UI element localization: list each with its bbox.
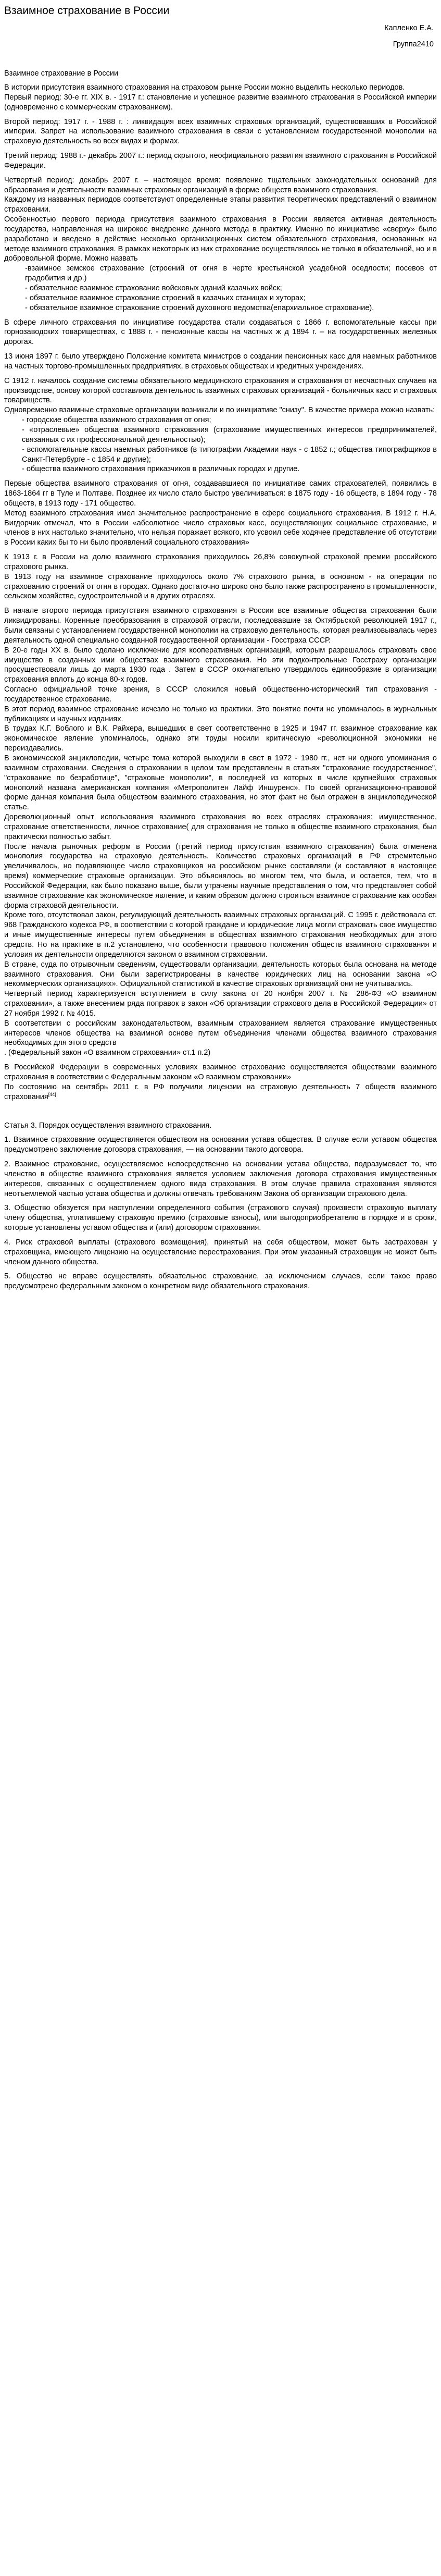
paragraph: Каждому из названных периодов соответствуют определенные этапы развития теоретических представлений о взаимном страховании. [4,195,437,214]
paragraph: Кроме того, отсутствовал закон, регулирующий деятельность взаимных страховых организаций. С 1995 г. действовала ст. 968 Гражданского кодекса РФ, в соответствии с которой граждане и юридические лица могли страховать свое имущество и иные имущественные интересы путем объединения в обществах взаимного страхования необходимых для этого средств. Но на практике в п.2 установлено, что особенности правового положения обществ взаимного страхования и условия их деятельности определяются законом о взаимном страховании. [4,911,437,959]
paragraph: В трудах К.Г. Воблого и В.К. Райхера, вышедших в свет соответственно в 1925 и 1947 гг. взаимное страхование как экономическое явление упоминалось, однако эти труды носили критическую «революционной экономики не переиздавались. [4,724,437,753]
paragraph: Метод взаимного страхования имел значительное распространение в сфере социального страхования. В 1912 г. Н.А. Вигдорчик отмечал, что в России «абсолютное число страховых касс, осуществляющих социальное страхование, и членов в них настолько значительно, что нельзя поражает всякого, кто усвоил себе ходячее представление об отсутствии в России каких бы то ни было проявлений социального страхования» [4,509,437,547]
paragraph: Второй период: 1917 г. - 1988 г. : ликвидация всех взаимных страховых организаций, существовавших в Российской империи. Запрет на использование взаимного страхования в связи с установлением государственной монополии на страховую деятельность во всех видах и формах. [4,117,437,146]
footnote-marker[interactable]: [44] [48,1091,56,1097]
article-paragraph: 5. Общество не вправе осуществлять обязательное страхование, за исключением случаев, если такое право предусмотрено федеральным законом о конкретном виде обязательного страхования. [4,1272,437,1291]
paragraph-text: По состоянию на сентябрь 2011 г. в РФ получили лицензии на страховую деятельность 7 обществ взаимного страхования [4,1082,437,1101]
paragraph: Первый период: 30-е гг. XIX в. - 1917 г.: становление и успешное развитие взаимного страхования в Российской империи (одновременно с коммерческим страхованием). [4,93,437,112]
paragraph: . (Федеральный закон «О взаимном страховании» ст.1 п.2) [4,1049,211,1057]
group-name: Группа2410 [393,40,434,48]
paragraph: С 1912 г. началось создание системы обязательного медицинского страхования и страхования от несчастных случаев на производстве, основу которой составляла деятельность взаимных страховых организаций - больничных касс и страховых товариществ. [4,376,437,405]
paragraph: Особенностью первого периода присутствия взаимного страхования в России является активная деятельность государства, направленная на широкое внедрение данного метода в практику. Именно по инициативе «сверху» было разработано и введено в действие несколько организационных систем обязательного страхования, основанных на методе взаимного страхования. В рамках некоторых из них страхование осуществлялось не только в обязательной, но и в добровольной форме. Можно назвать [4,215,437,263]
paragraph: Одновременно взаимные страховые организации возникали и по инициативе "снизу". В качестве примера можно назвать: [4,406,435,415]
paragraph [4,1082,437,1102]
paragraph: В экономической энциклопедии, четыре тома которой выходили в свет в 1972 - 1980 гг., нет ни одного упоминания о взаимном страховании. Сведения о страховании в целом там представлены в статьях "страхование государственное", "страхование по безработице", "страховые монополии", в последней из которых в числе крупнейших страховых монополий названа американская компания «Метрополитен Лайф Иншуренс». По своей организационно-правовой форме данная компания была обществом взаимного страхования, но этот факт не был отражен в энциклопедической статье. [4,754,437,812]
author-name: Капленко Е.А. [384,24,434,33]
article-paragraph: 1. Взаимное страхование осуществляется обществом на основании устава общества. В случае если уставом общества предусмотрено заключение договора страхования, — на основании такого договора. [4,1136,437,1154]
paragraph: Первые общества взаимного страхования от огня, создававшиеся по инициативе самих страхователей, появились в 1863-1864 гг в Туле и Полтаве. Позднее их число стало быстро увеличиваться: в 1875 году - 16 обществ, в 1894 году - 78 обществ, в 1913 году - 171 общество. [4,479,437,508]
paragraph: В начале второго периода присутствия взаимного страхования в России все взаимные общества страхования были ликвидированы. Коренные преобразования в страховой отрасли, последовавшие за Октябрьской революцией 1917 г., были связаны с установлением государственной монополии на страховую деятельность, которая реализовывалась через деятельность одной специально созданной государственной организации - Госстраха СССР. [4,607,437,645]
paragraph: 13 июня 1897 г. было утверждено Положение комитета министров о создании пенсионных касс для наемных работников на частных торгово-промышленных предприятиях, в страховых обществах и кредитных учреждениях. [4,352,437,371]
article-heading: Статья 3. Порядок осуществления взаимного страхования. [4,1121,212,1130]
paragraph: Дореволюционный опыт использования взаимного страхования во всех отраслях страхования: имущественное, страхование ответственности, личное страхование( для страхования не только в обществе взаимного страхования, был практически полностью забыт. [4,813,437,841]
document-meta [4,22,434,50]
list-item: - обязательное взаимное страхование строений духовного ведомства(епархиальное страхование). [25,303,374,312]
paragraph: В сфере личного страхования по инициативе государства стали создаваться с 1866 г. вспомогательные кассы при горнозаводских товариществах, с 1888 г. - пенсионные кассы на частных ж д 1894 г. – на государственных железных дорогах. [4,318,437,347]
list-item: - вспомогательные кассы наемных работников (в типографии Академии наук - с 1852 г.; общества типографщиков в Санкт-Петербурге - с 1854 и другие); [22,445,437,464]
paragraph: В Российской Федерации в современных условиях взаимное страхование осуществляется обществами взаимного страхования в соответствии с Федеральным законом «О взаимном страховании» [4,1063,437,1081]
paragraph: В 1913 году на взаимное страхование приходилось около 7% страхового рынка, в основном - на операции по страхованию строений от огня в городах. Однако достаточно широко оно было также распространено в промышленности, сельском хозяйстве, судостроительной и в других отраслях. [4,572,437,601]
paragraph: Четвертый период характеризуется вступлением в силу закона от 20 ноября 2007 г. № 286-ФЗ «О взаимном страховании», а также внесением ряда поправок в закон «Об организации страхового дела в Российской Федерации» от 27 ноября 1992 г. № 4015. [4,990,437,1018]
list-item: - общества взаимного страхования приказчиков в различных городах и другие. [22,465,300,474]
paragraph: Четвертый период: декабрь 2007 г. – настоящее время: появление тщательных законодательных оснований для образования и деятельности взаимных страховых организаций в форме обществ взаимного страхования. [4,176,437,194]
list-item: - обязательное взаимное страхование войсковых зданий казачьих войск; [25,284,282,292]
article-paragraph: 2. Взаимное страхование, осуществляемое непосредственно на основании устава общества, подразумевает то, что членство в обществе взаимного страхования является условием заключения договора страхования имущественных интересов, связанных с осуществлением одного вида страхования. В этом случае правила страхования являются неотъемлемой частью устава общества и должны отвечать требованиям Закона об организации страхового дела. [4,1160,437,1198]
list-item: - городские общества взаимного страхования от огня; [22,416,211,425]
paragraph: После начала рыночных реформ в России (третий период присутствия взаимного страхования) была отменена монополия государства на страховую деятельность. Количество страховых организаций в РФ стремительно увеличивалось, но подавляющее число страховщиков на российском рынке составляли (и составляют в настоящее время) коммерческие страховые организации. Это объяснялось во многом тем, что была, и остается, тем, что в Российской Федерации, как было показано выше, были утрачены научные представления о том, что представляет собой взаимное страхование как экономическое явление, и каким образом должно строиться взаимное страхование как особая форма страховой деятельности. [4,842,437,910]
list-item: - обязательное взаимное страхование строений в казачьих станицах и хуторах; [25,293,306,302]
article-paragraph: 3. Общество обязуется при наступлении определенного события (страхового случая) произвести страховую выплату члену общества, уплатившему страховую премию (страховые взносы), или выгодоприобретателю в порядке и в сроки, которые установлены уставом общества и (или) договором страхования. [4,1204,437,1232]
article-paragraph: 4. Риск страховой выплаты (страхового возмещения), принятый на себя обществом, может быть застрахован у страховщика, имеющего лицензию на осуществление перестрахования. При этом указанный страховщик не может быть членом данного общества. [4,1238,437,1266]
paragraph: Согласно официальной точке зрения, в СССР сложился новый общественно-исторический тип страхования - государственное страхование. [4,685,437,704]
paragraph: Третий период: 1988 г.- декабрь 2007 г.: период скрытого, неофициального развития взаимного страхования в Российской Федерации. [4,152,437,170]
section-heading: Взаимное страхование в России [4,69,119,78]
paragraph: В стране, суда по отрывочным сведениям, существовали организации, деятельность которых была основана на методе взаимного страхования. Они были зарегистрированы в качестве юридических лиц на основании закона «О некоммерческих организациях». Официальной статистикой в качестве страховых организаций они не учитывались. [4,960,437,989]
paragraph: В соответствии с российским законодательством, взаимным страхованием является страхование имущественных интересов членов общества на взаимной основе путем объединения членами общества взаимного страхования необходимых для этого средств [4,1019,437,1047]
list-item: -взаимное земское страхование (строений от огня в черте крестьянской усадебной оседлости; посевов от градобития и др.) [25,264,437,283]
document-title: Взаимное страхование в России [4,5,170,17]
list-item: - «отраслевые» общества взаимного страхования (страхование имущественных интересов предпринимателей, связанных с их профессиональной деятельностью); [22,425,437,444]
paragraph: В этот период взаимное страхование исчезло не только из практики. Это понятие почти не упоминалось в журнальных публикациях и научных изданиях. [4,705,437,723]
paragraph: В истории присутствия взаимного страхования на страховом рынке России можно выделить несколько периодов. [4,83,405,92]
paragraph: В 20-е годы XX в. было сделано исключение для кооперативных организаций, которым разрешалось страховать свое имущество в созданных ими обществах взаимного страхования. Но эти подконтрольные Госстраху организации просуществовали лишь до марта 1930 года . Затем в СССР окончательно утвердилось единообразие в организации страхования вплоть до конца 80-х годов. [4,646,437,684]
paragraph: К 1913 г. в России на долю взаимного страхования приходилось 26,8% совокупной страховой премии российского страхового рынка. [4,553,437,571]
